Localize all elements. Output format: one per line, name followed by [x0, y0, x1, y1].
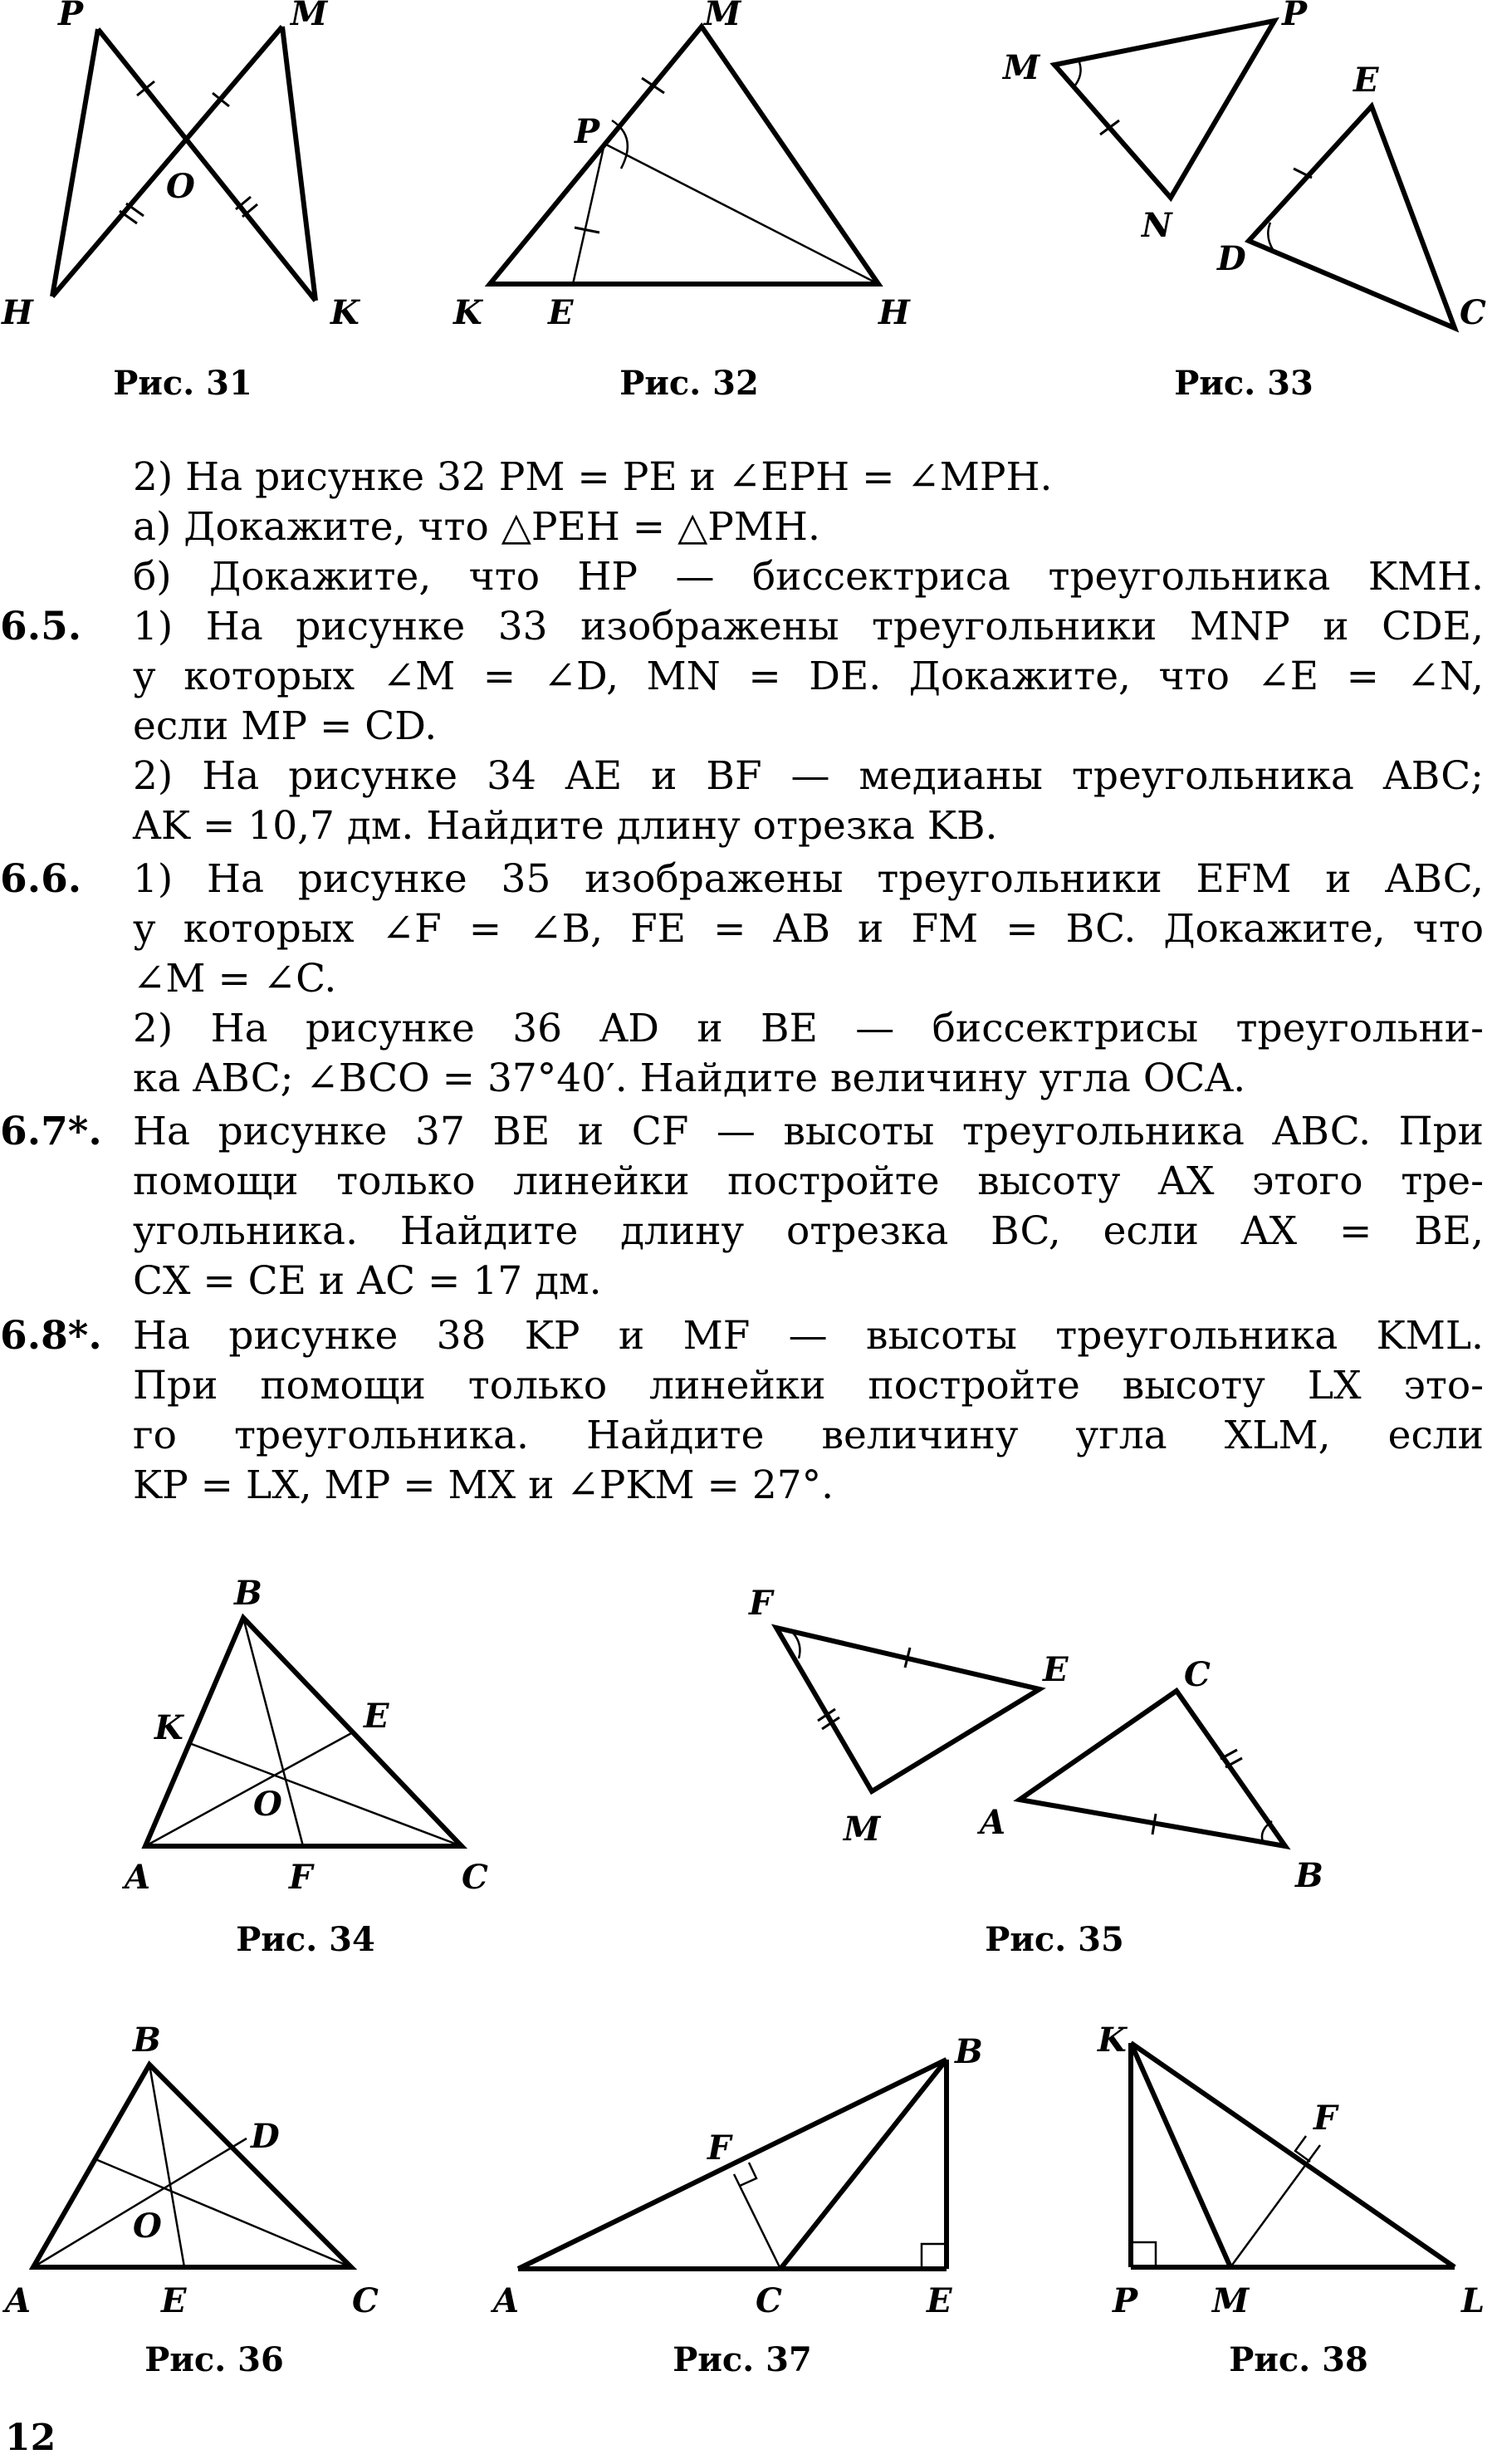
- label-K: K: [330, 293, 360, 332]
- problem-6-8-line4: KP = LX, MP = MX и ∠PKM = 27°.: [133, 1462, 834, 1508]
- label-M: M: [291, 0, 328, 33]
- label-K: K: [1098, 2021, 1127, 2060]
- problem-6-5-line4: 2) На рисунке 34 AE и BF — медианы треугольника ABC;: [133, 753, 1484, 799]
- page-number: 12: [5, 2417, 56, 2459]
- label-P: P: [1282, 0, 1308, 33]
- label-B: B: [234, 1574, 262, 1613]
- label-D: D: [1217, 239, 1246, 278]
- label-M: M: [1003, 48, 1040, 87]
- problem-6-6-line2: у которых ∠F = ∠B, FE = AB и FM = BC. Докажите, что: [133, 906, 1484, 952]
- label-C: C: [756, 2281, 782, 2320]
- label-B: B: [1295, 1856, 1323, 1895]
- label-M: M: [1212, 2281, 1250, 2320]
- problem-number: 6.5.: [0, 604, 82, 649]
- caption-fig32: Рис. 32: [619, 364, 759, 403]
- problem-6-5-line3: если MP = CD.: [133, 703, 438, 749]
- label-A: A: [980, 1803, 1006, 1842]
- label-P: P: [58, 0, 84, 33]
- label-B: B: [133, 2021, 161, 2060]
- label-P: P: [1113, 2281, 1138, 2320]
- problem-6-7-line3: угольника. Найдите длину отрезка BC, если AX = BE,: [133, 1208, 1484, 1254]
- label-F: F: [289, 1858, 313, 1897]
- label-O: O: [253, 1785, 282, 1824]
- label-K: K: [154, 1708, 183, 1747]
- problem-6-4-part2-line2: а) Докажите, что △PEH = △PMH.: [133, 504, 820, 550]
- label-A: A: [493, 2281, 520, 2320]
- label-O: O: [166, 167, 195, 206]
- label-C: C: [1184, 1655, 1211, 1694]
- label-E: E: [927, 2281, 952, 2320]
- problem-6-5-line1: 1) На рисунке 33 изображены треугольники MNP и CDE,: [133, 604, 1484, 649]
- label-H: H: [2, 293, 33, 332]
- caption-fig34: Рис. 34: [236, 1920, 375, 1959]
- caption-fig31: Рис. 31: [113, 364, 252, 403]
- caption-fig33: Рис. 33: [1174, 364, 1313, 403]
- problem-6-8-line1: На рисунке 38 KP и MF — высоты треугольника KML.: [133, 1313, 1484, 1359]
- problem-6-6-line1: 1) На рисунке 35 изображены треугольники EFM и ABC,: [133, 856, 1484, 902]
- label-M: M: [844, 1810, 881, 1849]
- label-D: D: [251, 2117, 280, 2156]
- label-C: C: [462, 1858, 488, 1897]
- label-C: C: [1460, 293, 1486, 332]
- label-N: N: [1142, 206, 1172, 245]
- problem-6-4-part2-line1: 2) На рисунке 32 PM = PE и ∠EPH = ∠MPH.: [133, 454, 1053, 500]
- label-B: B: [955, 2032, 983, 2071]
- label-A: A: [125, 1858, 151, 1897]
- label-F: F: [749, 1584, 773, 1623]
- problem-6-8-line2: При помощи только линейки постройте высоту LX это-: [133, 1363, 1484, 1408]
- problem-6-5-line2: у которых ∠M = ∠D, MN = DE. Докажите, что ∠E = ∠N,: [133, 654, 1484, 699]
- label-C: C: [352, 2281, 379, 2320]
- label-O: O: [133, 2207, 162, 2246]
- problem-number: 6.6.: [0, 856, 82, 902]
- problem-number: 6.8*.: [0, 1313, 102, 1359]
- problem-6-8-line3: го треугольника. Найдите величину угла XLM, если: [133, 1413, 1484, 1458]
- problem-6-7-line2: помощи только линейки постройте высоту AX этого тре-: [133, 1159, 1484, 1204]
- label-K: K: [453, 293, 482, 332]
- label-L: L: [1461, 2281, 1485, 2320]
- label-E: E: [1043, 1650, 1069, 1689]
- label-F: F: [1313, 2099, 1338, 2138]
- problem-number: 6.7*.: [0, 1109, 102, 1154]
- label-P: P: [575, 112, 600, 151]
- label-E: E: [1353, 61, 1379, 100]
- label-E: E: [161, 2281, 187, 2320]
- problem-6-6-line4: 2) На рисунке 36 AD и BE — биссектрисы треугольни-: [133, 1006, 1484, 1051]
- problem-6-6-line3: ∠M = ∠C.: [133, 956, 337, 1002]
- problem-6-6-line5: ка ABC; ∠BCO = 37°40′. Найдите величину угла OCA.: [133, 1056, 1246, 1101]
- problem-6-7-line1: На рисунке 37 BE и CF — высоты треугольника ABC. При: [133, 1109, 1484, 1154]
- label-A: A: [5, 2281, 32, 2320]
- label-M: M: [704, 0, 741, 33]
- caption-fig38: Рис. 38: [1229, 2340, 1368, 2379]
- problem-6-5-line5: AK = 10,7 дм. Найдите длину отрезка KB.: [133, 803, 998, 849]
- label-F: F: [707, 2128, 731, 2168]
- caption-fig35: Рис. 35: [985, 1920, 1124, 1959]
- label-H: H: [878, 293, 910, 332]
- problem-6-4-part2-line3: б) Докажите, что HP — биссектриса треугольника KMH.: [133, 554, 1484, 600]
- caption-fig37: Рис. 37: [673, 2340, 812, 2379]
- problem-6-7-line4: CX = CE и AC = 17 дм.: [133, 1258, 602, 1304]
- label-E: E: [364, 1697, 389, 1736]
- label-E: E: [548, 293, 574, 332]
- caption-fig36: Рис. 36: [144, 2340, 284, 2379]
